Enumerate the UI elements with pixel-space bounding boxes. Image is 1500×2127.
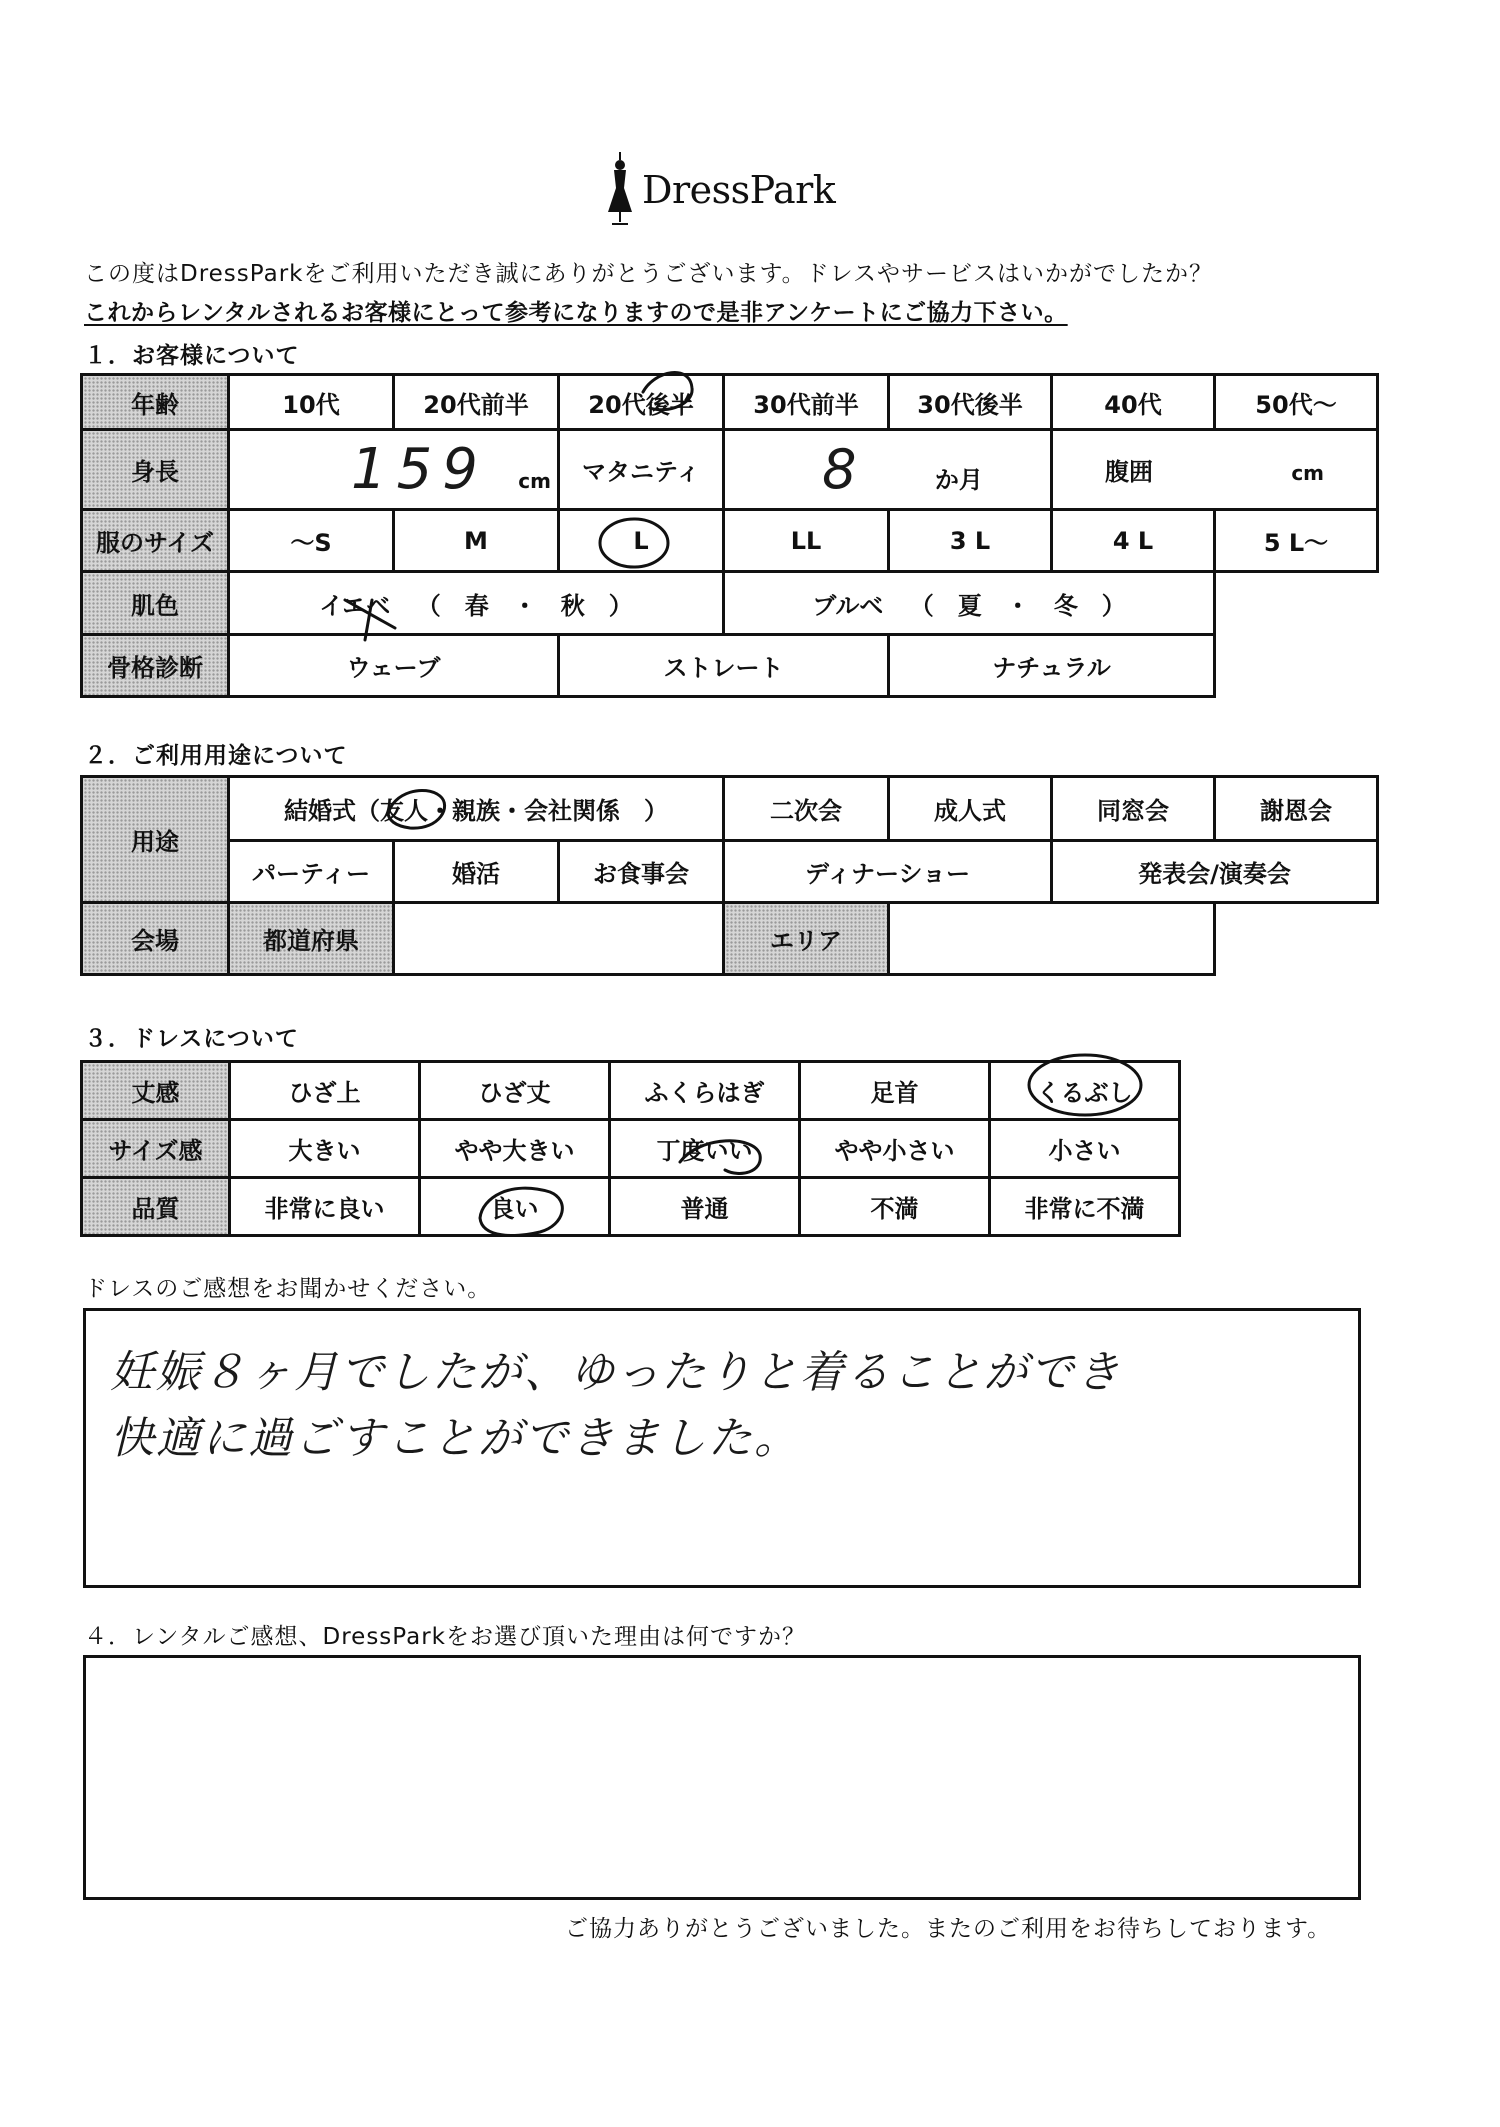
frame-option[interactable]: ストレート <box>559 635 889 697</box>
size-option[interactable]: 3 L <box>889 510 1052 572</box>
area-label: エリア <box>724 903 889 975</box>
intro-line-2: これからレンタルされるお客様にとって参考になりますので是非アンケートにご協力下さい。 <box>84 300 1068 326</box>
length-option[interactable]: ひざ丈 <box>420 1062 610 1120</box>
skin-yellow-option[interactable] <box>229 572 724 635</box>
quality-option[interactable]: 非常に良い <box>230 1178 420 1236</box>
skin-yellow-seasons: （ 春 ・ 秋 ） <box>416 591 633 620</box>
height-label: 身長 <box>82 430 229 510</box>
usage-option[interactable]: 発表会/演奏会 <box>1052 841 1378 903</box>
frame-option[interactable]: ナチュラル <box>889 635 1215 697</box>
length-label: 丈感 <box>82 1062 230 1120</box>
waist-label: 腹囲 <box>1104 458 1153 486</box>
skin-blue: ブルベ <box>812 591 884 620</box>
section-4-title: ４．レンタルご感想、DressParkをお選び頂いた理由は何ですか？ <box>84 1624 806 1650</box>
wedding-rest: ・親族・会社関係 ） <box>428 797 668 825</box>
usage-option[interactable]: 同窓会 <box>1052 777 1215 841</box>
prefecture-field[interactable] <box>394 903 724 975</box>
blank-cell <box>1215 635 1378 697</box>
length-option[interactable]: 足首 <box>800 1062 990 1120</box>
size-option[interactable]: 4 L <box>1052 510 1215 572</box>
usage-option[interactable]: 成人式 <box>889 777 1052 841</box>
fit-option[interactable]: 大きい <box>230 1120 420 1178</box>
usage-option[interactable]: 謝恩会 <box>1215 777 1378 841</box>
section-3-title: ３．ドレスについて <box>84 1026 299 1052</box>
age-option-selected[interactable]: 20代後半 <box>559 375 724 430</box>
rental-feedback-box[interactable] <box>83 1655 1361 1900</box>
maternity-field[interactable] <box>724 430 1052 510</box>
fit-option[interactable]: やや大きい <box>420 1120 610 1178</box>
skin-blue-seasons: （ 夏 ・ 冬 ） <box>909 591 1126 620</box>
wedding-friend: 友人 <box>380 797 428 825</box>
waist-field[interactable] <box>1052 430 1378 510</box>
quality-label: 品質 <box>82 1178 230 1236</box>
intro-line-1: この度はDressParkをご利用いただき誠にありがとうございます。ドレスやサービスはいかがでしたか？ <box>84 261 1213 287</box>
wedding-option[interactable] <box>229 777 724 841</box>
frame-option[interactable]: ウェーブ <box>229 635 559 697</box>
fit-option[interactable]: 小さい <box>990 1120 1180 1178</box>
dress-icon <box>600 150 640 230</box>
customer-table <box>80 373 1379 698</box>
blank-cell <box>1215 572 1378 635</box>
waist-unit: cm <box>1291 461 1325 485</box>
length-option[interactable]: ひざ上 <box>230 1062 420 1120</box>
size-option-selected[interactable]: L <box>559 510 724 572</box>
usage-option[interactable]: パーティー <box>229 841 394 903</box>
quality-option-selected[interactable]: 良い <box>420 1178 610 1236</box>
prefecture-label: 都道府県 <box>229 903 394 975</box>
quality-option[interactable]: 不満 <box>800 1178 990 1236</box>
usage-option[interactable]: 二次会 <box>724 777 889 841</box>
size-option[interactable]: ～S <box>229 510 394 572</box>
maternity-unit: か月 <box>934 466 983 494</box>
height-field[interactable] <box>229 430 559 510</box>
age-option[interactable]: 30代前半 <box>724 375 889 430</box>
size-option[interactable]: M <box>394 510 559 572</box>
blank-cell <box>1215 903 1378 975</box>
usage-option[interactable]: お食事会 <box>559 841 724 903</box>
brand-name: DressPark <box>642 168 836 212</box>
frame-label: 骨格診断 <box>82 635 229 697</box>
skin-yellow: イエベ <box>319 591 391 620</box>
section-2-title: ２．ご利用用途について <box>84 743 348 769</box>
skin-blue-option[interactable] <box>724 572 1215 635</box>
dress-comment-text <box>110 1340 1122 1472</box>
fit-label: サイズ感 <box>82 1120 230 1178</box>
brand-logo <box>600 150 900 230</box>
quality-option[interactable]: 非常に不満 <box>990 1178 1180 1236</box>
usage-label: 用途 <box>82 777 229 903</box>
height-unit: cm <box>518 469 551 493</box>
wedding-prefix: 結婚式（ <box>284 797 380 825</box>
venue-label: 会場 <box>82 903 229 975</box>
height-value: 159 <box>351 437 488 502</box>
length-option[interactable]: ふくらはぎ <box>610 1062 800 1120</box>
age-option[interactable]: 50代～ <box>1215 375 1378 430</box>
usage-table <box>80 775 1379 976</box>
usage-option[interactable]: ディナーショー <box>724 841 1052 903</box>
comment-line: 妊娠８ヶ月でしたが、ゆったりと着ることができ <box>110 1347 1122 1398</box>
fit-option[interactable]: やや小さい <box>800 1120 990 1178</box>
quality-option[interactable]: 普通 <box>610 1178 800 1236</box>
maternity-value: 8 <box>822 438 857 501</box>
size-label: 服のサイズ <box>82 510 229 572</box>
length-option-selected[interactable]: くるぶし <box>990 1062 1180 1120</box>
age-option[interactable]: 10代 <box>229 375 394 430</box>
dress-table <box>80 1060 1181 1237</box>
size-option[interactable]: LL <box>724 510 889 572</box>
comment-line: 快適に過ごすことができました。 <box>110 1413 800 1464</box>
age-option[interactable]: 40代 <box>1052 375 1215 430</box>
fit-option-selected[interactable]: 丁度いい <box>610 1120 800 1178</box>
age-option[interactable]: 20代前半 <box>394 375 559 430</box>
skin-label: 肌色 <box>82 572 229 635</box>
thanks-message: ご協力ありがとうございました。またのご利用をお待ちしております。 <box>565 1916 1332 1942</box>
age-label: 年齢 <box>82 375 229 430</box>
dress-comment-prompt: ドレスのご感想をお聞かせください。 <box>84 1276 492 1302</box>
usage-option[interactable]: 婚活 <box>394 841 559 903</box>
maternity-label: マタニティ <box>559 430 724 510</box>
age-option[interactable]: 30代後半 <box>889 375 1052 430</box>
section-1-title: １．お客様について <box>84 343 300 369</box>
area-field[interactable] <box>889 903 1215 975</box>
size-option[interactable]: 5 L～ <box>1215 510 1378 572</box>
